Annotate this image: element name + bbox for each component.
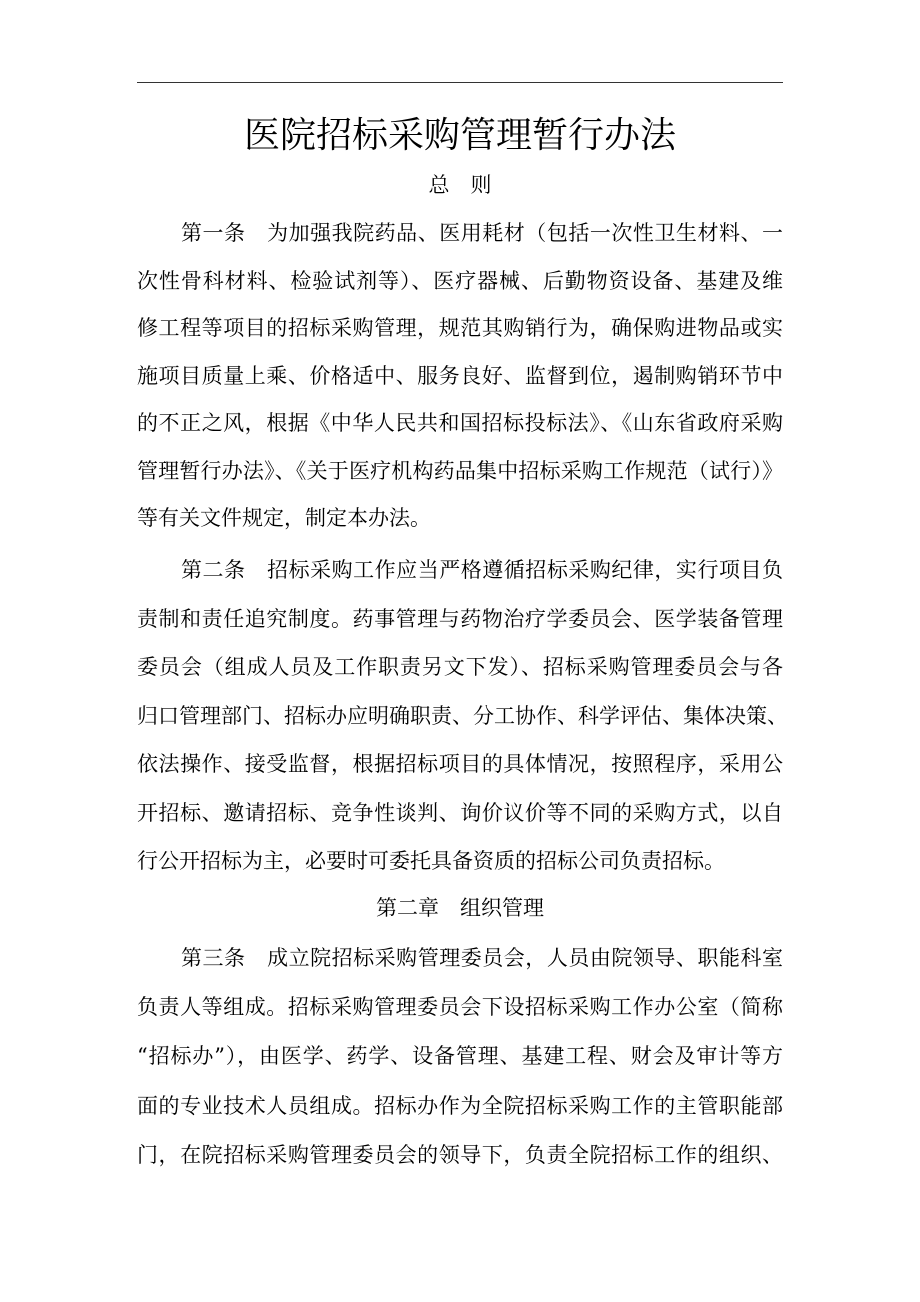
text-line: 等有关文件规定，制定本办法。 bbox=[137, 506, 431, 530]
chapter-heading: 第二章 组织管理 bbox=[376, 896, 544, 920]
text-line: 第一条 为加强我院药品、医用耗材（包括一次性卫生材料、一 bbox=[181, 221, 783, 245]
text-line: 施项目质量上乘、价格适中、服务良好、监督到位，遏制购销环节中 bbox=[137, 363, 783, 388]
text-line: 面的专业技术人员组成。招标办作为全院招标采购工作的主管职能部 bbox=[137, 1093, 783, 1118]
text-line: 门，在院招标采购管理委员会的领导下，负责全院招标工作的组织、 bbox=[137, 1142, 783, 1167]
section-heading-general: 总 则 bbox=[428, 173, 492, 197]
text-line: 开招标、邀请招标、竞争性谈判、询价议价等不同的采购方式，以自 bbox=[137, 800, 783, 825]
text-line: 负责人等组成。招标采购管理委员会下设招标采购工作办公室（简称 bbox=[137, 995, 783, 1020]
document-title: 医院招标采购管理暂行办法 bbox=[243, 115, 676, 156]
text-line: 行公开招标为主，必要时可委托具备资质的招标公司负责招标。 bbox=[137, 849, 725, 873]
header-rule bbox=[137, 82, 783, 83]
text-line: “招标办”），由医学、药学、设备管理、基建工程、财会及审计等方 bbox=[137, 1044, 783, 1069]
text-line: 责制和责任追究制度。药事管理与药物治疗学委员会、医学装备管理 bbox=[137, 606, 783, 631]
text-line: 第三条 成立院招标采购管理委员会，人员由院领导、职能科室 bbox=[181, 946, 783, 970]
text-line: 的不正之风，根据《中华人民共和国招标投标法》、《山东省政府采购 bbox=[137, 411, 783, 435]
text-line: 委员会（组成人员及工作职责另文下发）、招标采购管理委员会与各 bbox=[137, 655, 783, 679]
text-line: 第二条 招标采购工作应当严格遵循招标采购纪律，实行项目负 bbox=[181, 558, 783, 582]
text-line: 依法操作、接受监督，根据招标项目的具体情况，按照程序，采用公 bbox=[137, 752, 783, 776]
text-line: 归口管理部门、招标办应明确职责、分工协作、科学评估、集体决策、 bbox=[137, 703, 788, 728]
text-line: 修工程等项目的招标采购管理，规范其购销行为，确保购进物品或实 bbox=[137, 316, 783, 340]
text-line: 管理暂行办法》、《关于医疗机构药品集中招标采购工作规范（试行）》 bbox=[137, 458, 783, 483]
text-line: 次性骨科材料、检验试剂等）、医疗器械、后勤物资设备、基建及维 bbox=[137, 268, 783, 293]
